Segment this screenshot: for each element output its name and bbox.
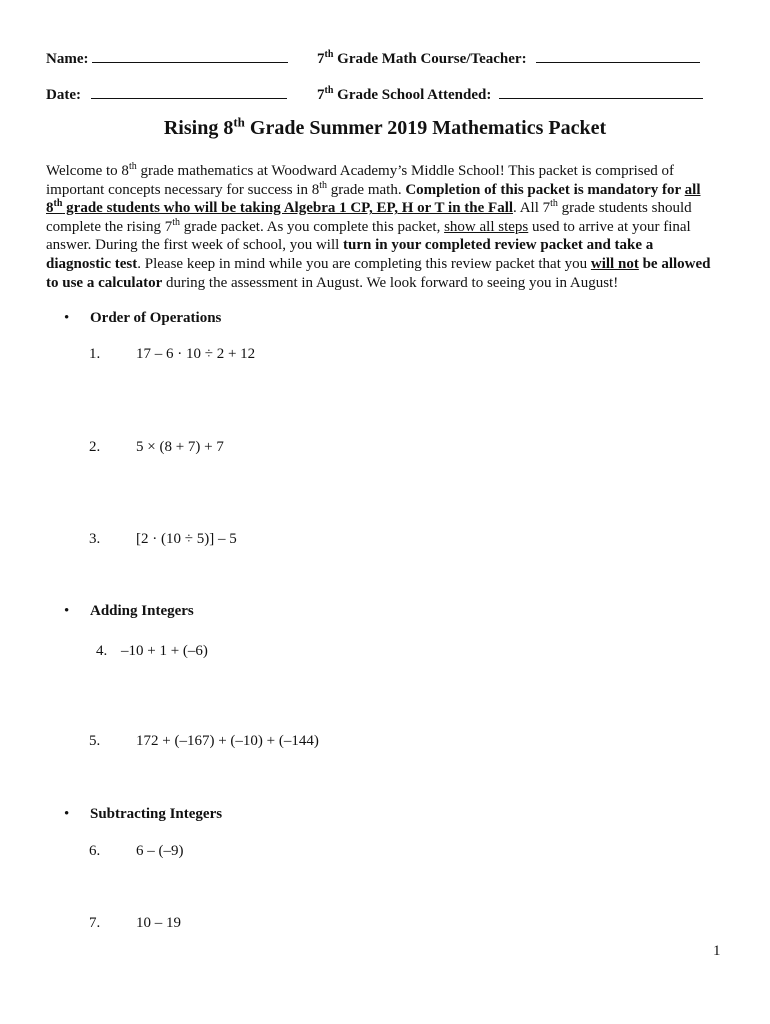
problem-expression: 172 + (–167) + (–10) + (–144) [136, 733, 319, 749]
bullet-icon: • [64, 603, 70, 619]
school-attended-blank-line[interactable] [499, 83, 703, 99]
course-teacher-field [317, 47, 700, 68]
intro-line: Welcome to 8th grade mathematics at Woodward Academy’s Middle School! This packet is comprised of [46, 161, 674, 179]
course-teacher-label: 7th Grade Math Course/Teacher: [317, 49, 527, 67]
name-blank-line[interactable] [92, 47, 288, 63]
intro-line: to use a calculator during the assessment in August. We look forward to seeing you in August! [46, 274, 619, 291]
problem-expression: 17 – 6 · 10 ÷ 2 + 12 [136, 346, 256, 362]
school-attended-field [317, 83, 703, 104]
problem-7 [89, 915, 181, 932]
page-number: 1 [713, 943, 721, 959]
section-title: Order of Operations [90, 310, 222, 326]
problem-3 [89, 531, 237, 548]
intro-paragraph [46, 162, 726, 292]
intro-line: diagnostic test. Please keep in mind while you are completing this review packet that you will not be allowed [46, 255, 711, 272]
problem-6 [89, 843, 184, 860]
problem-expression: –10 + 1 + (–6) [121, 643, 208, 659]
problem-number: 5. [89, 733, 101, 749]
section-order-of-operations [64, 310, 221, 327]
problem-number: 1. [89, 346, 101, 362]
bullet-icon: • [64, 806, 70, 822]
intro-line: 8th grade students who will be taking Algebra 1 CP, EP, H or T in the Fall. All 7th grade students should [46, 198, 692, 217]
section-title: Adding Integers [90, 603, 194, 619]
date-label: Date: [46, 87, 81, 103]
problem-number: 7. [89, 915, 101, 931]
problem-expression: [2 · (10 ÷ 5)] – 5 [136, 531, 237, 547]
problem-number: 3. [89, 531, 101, 547]
intro-line: important concepts necessary for success in 8th grade math. Completion of this packet is mandatory for all [46, 179, 701, 198]
problem-expression: 10 – 19 [136, 915, 181, 931]
date-blank-line[interactable] [91, 83, 287, 99]
problem-number: 4. [96, 643, 108, 659]
problem-number: 2. [89, 439, 101, 455]
intro-line: complete the rising 7th grade packet. As you complete this packet, show all steps used to arrive at your final [46, 216, 691, 235]
problem-number: 6. [89, 843, 101, 859]
name-label: Name: [46, 51, 89, 67]
page-title: Rising 8th Grade Summer 2019 Mathematics Packet [163, 114, 607, 139]
school-attended-label: 7th Grade School Attended: [317, 85, 492, 103]
problem-expression: 5 × (8 + 7) + 7 [136, 439, 224, 455]
problem-1 [89, 346, 255, 363]
name-field [46, 47, 288, 68]
problem-4 [96, 643, 208, 660]
problem-5 [89, 733, 319, 750]
bullet-icon: • [64, 310, 70, 326]
problem-expression: 6 – (–9) [136, 843, 184, 859]
date-field [46, 83, 287, 104]
problem-2 [89, 439, 224, 456]
intro-line: answer. During the first week of school, you will turn in your completed review packet and take a [46, 237, 654, 254]
course-teacher-blank-line[interactable] [536, 47, 700, 63]
section-title: Subtracting Integers [90, 806, 223, 822]
section-subtracting-integers [64, 806, 222, 823]
section-adding-integers [64, 603, 194, 620]
